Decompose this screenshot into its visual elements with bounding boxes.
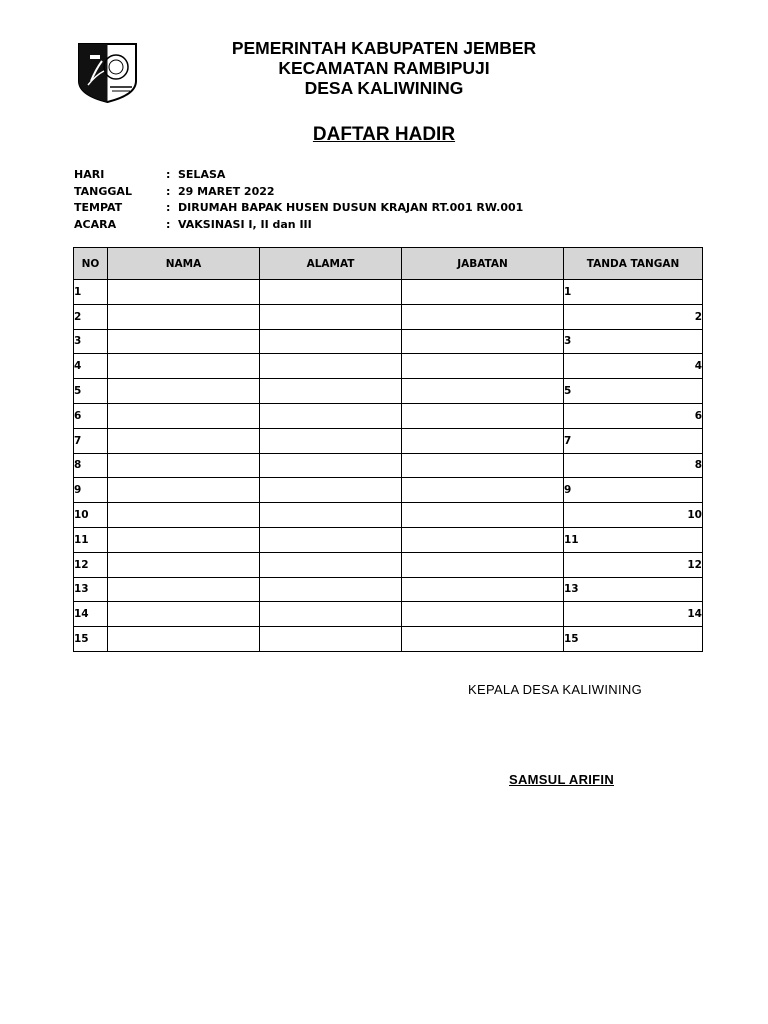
cell-alamat[interactable] [260,354,402,379]
table-row [74,354,703,379]
cell-alamat[interactable] [260,503,402,528]
cell-tanda-tangan[interactable]: 2 [564,304,703,329]
table-row [74,552,703,577]
table-row [74,304,703,329]
table-row [74,627,703,652]
attendance-table [73,247,703,652]
cell-alamat[interactable] [260,577,402,602]
header-district: KECAMATAN RAMBIPUJI [278,58,490,78]
cell-no: 5 [74,379,108,404]
cell-nama[interactable] [108,329,260,354]
cell-alamat[interactable] [260,602,402,627]
col-header-no: NO [74,248,108,280]
cell-tanda-tangan[interactable]: 7 [564,428,703,453]
cell-tanda-tangan[interactable]: 12 [564,552,703,577]
cell-nama[interactable] [108,304,260,329]
table-row [74,379,703,404]
cell-nama[interactable] [108,428,260,453]
cell-jabatan[interactable] [402,577,564,602]
cell-no: 15 [74,627,108,652]
cell-no: 14 [74,602,108,627]
cell-tanda-tangan[interactable]: 14 [564,602,703,627]
cell-jabatan[interactable] [402,379,564,404]
table-row [74,478,703,503]
cell-alamat[interactable] [260,403,402,428]
document-header [160,38,608,98]
cell-alamat[interactable] [260,552,402,577]
cell-jabatan[interactable] [402,329,564,354]
cell-jabatan[interactable] [402,428,564,453]
cell-no: 13 [74,577,108,602]
table-row [74,280,703,305]
signatory-name: SAMSUL ARIFIN [509,772,615,787]
table-header-row [74,248,703,280]
cell-no: 7 [74,428,108,453]
cell-tanda-tangan[interactable]: 5 [564,379,703,404]
table-row [74,527,703,552]
cell-no: 3 [74,329,108,354]
table-row [74,403,703,428]
col-header-jabatan: JABATAN [402,248,564,280]
info-row-hari: HARI : SELASA [74,168,226,181]
cell-jabatan[interactable] [402,403,564,428]
cell-jabatan[interactable] [402,304,564,329]
cell-no: 6 [74,403,108,428]
table-row [74,602,703,627]
col-header-tanda-tangan: TANDA TANGAN [564,248,703,280]
info-row-tempat: TEMPAT : DIRUMAH BAPAK HUSEN DUSUN KRAJAN RT.001 RW.001 [74,201,524,214]
cell-alamat[interactable] [260,527,402,552]
cell-nama[interactable] [108,503,260,528]
cell-jabatan[interactable] [402,453,564,478]
cell-no: 12 [74,552,108,577]
cell-tanda-tangan[interactable]: 9 [564,478,703,503]
cell-nama[interactable] [108,280,260,305]
cell-nama[interactable] [108,577,260,602]
jember-regency-emblem-icon [76,41,139,104]
cell-tanda-tangan[interactable]: 10 [564,503,703,528]
table-row [74,453,703,478]
cell-alamat[interactable] [260,627,402,652]
cell-no: 10 [74,503,108,528]
cell-alamat[interactable] [260,453,402,478]
cell-jabatan[interactable] [402,602,564,627]
cell-alamat[interactable] [260,379,402,404]
cell-jabatan[interactable] [402,280,564,305]
cell-alamat[interactable] [260,329,402,354]
cell-jabatan[interactable] [402,552,564,577]
cell-nama[interactable] [108,552,260,577]
cell-jabatan[interactable] [402,354,564,379]
cell-alamat[interactable] [260,428,402,453]
header-village: DESA KALIWINING [304,78,464,98]
table-row [74,577,703,602]
cell-no: 2 [74,304,108,329]
signatory-role: KEPALA DESA KALIWINING [468,682,642,697]
cell-alamat[interactable] [260,280,402,305]
cell-jabatan[interactable] [402,478,564,503]
cell-nama[interactable] [108,478,260,503]
cell-nama[interactable] [108,602,260,627]
col-header-nama: NAMA [108,248,260,280]
cell-no: 1 [74,280,108,305]
cell-tanda-tangan[interactable]: 1 [564,280,703,305]
cell-no: 11 [74,527,108,552]
cell-alamat[interactable] [260,304,402,329]
cell-alamat[interactable] [260,478,402,503]
header-government: PEMERINTAH KABUPATEN JEMBER [231,38,537,58]
cell-no: 8 [74,453,108,478]
cell-tanda-tangan[interactable]: 6 [564,403,703,428]
cell-jabatan[interactable] [402,527,564,552]
col-header-alamat: ALAMAT [260,248,402,280]
table-row [74,428,703,453]
info-row-tanggal: TANGGAL : 29 MARET 2022 [74,184,275,198]
event-info [74,167,523,233]
cell-tanda-tangan[interactable]: 15 [564,627,703,652]
cell-tanda-tangan[interactable]: 4 [564,354,703,379]
cell-nama[interactable] [108,354,260,379]
cell-jabatan[interactable] [402,627,564,652]
document-title: DAFTAR HADIR [312,124,456,145]
table-row [74,329,703,354]
cell-nama[interactable] [108,527,260,552]
cell-nama[interactable] [108,403,260,428]
cell-tanda-tangan[interactable]: 11 [564,527,703,552]
table-row [74,503,703,528]
cell-jabatan[interactable] [402,503,564,528]
cell-tanda-tangan[interactable]: 13 [564,577,703,602]
cell-tanda-tangan[interactable]: 3 [564,329,703,354]
cell-no: 9 [74,478,108,503]
cell-tanda-tangan[interactable]: 8 [564,453,703,478]
info-row-acara: ACARA : VAKSINASI I, II dan III [74,217,312,231]
cell-nama[interactable] [108,453,260,478]
cell-nama[interactable] [108,379,260,404]
cell-no: 4 [74,354,108,379]
cell-nama[interactable] [108,627,260,652]
